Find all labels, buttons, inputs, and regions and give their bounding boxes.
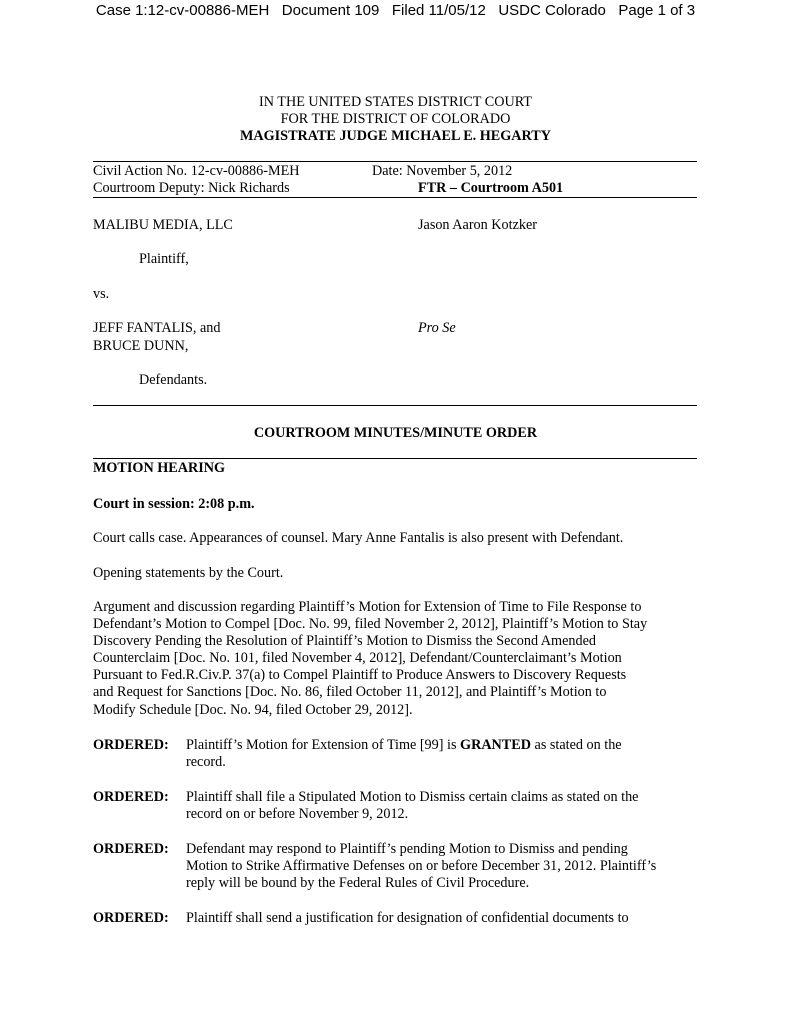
order-text-line: record on or before November 9, 2012. — [186, 806, 409, 822]
argument-line: Pursuant to Fed.R.Civ.P. 37(a) to Compel Plaintiff to Produce Answers to Discovery Requests — [93, 667, 627, 683]
argument-line: Argument and discussion regarding Plaintiff’s Motion for Extension of Time to File Response to — [93, 599, 642, 615]
defendant-counsel: Pro Se — [418, 320, 456, 336]
order-label: ORDERED: — [93, 841, 169, 857]
paragraph-opening: Opening statements by the Court. — [93, 565, 284, 581]
courtroom-deputy: Courtroom Deputy: Nick Richards — [93, 180, 290, 196]
order-text — [186, 737, 700, 771]
paragraph-appearances: Court calls case. Appearances of counsel. Mary Anne Fantalis is also present with Defendant. — [93, 530, 624, 546]
order-text-part: Plaintiff’s Motion for Extension of Time [99] is — [186, 737, 461, 753]
order-label: ORDERED: — [93, 737, 169, 753]
divider-case-info — [93, 197, 697, 198]
divider-parties — [93, 405, 697, 406]
hearing-type: MOTION HEARING — [93, 460, 226, 476]
court-header-line-2: FOR THE DISTRICT OF COLORADO — [280, 111, 511, 127]
versus: vs. — [93, 286, 110, 302]
plaintiff-name: MALIBU MEDIA, LLC — [93, 217, 233, 233]
defendant-name-2: BRUCE DUNN, — [93, 338, 189, 354]
judge-name: MAGISTRATE JUDGE MICHAEL E. HEGARTY — [239, 128, 551, 144]
order-label: ORDERED: — [93, 789, 169, 805]
divider-top — [93, 161, 697, 162]
session-time: Court in session: 2:08 p.m. — [93, 496, 255, 512]
court-header — [0, 94, 791, 145]
court-header-line-1: IN THE UNITED STATES DISTRICT COURT — [259, 94, 532, 110]
argument-line: Counterclaim [Doc. No. 101, filed November 4, 2012], Defendant/Counterclaimant’s Motion — [93, 650, 622, 666]
order-text-line: Defendant may respond to Plaintiff’s pending Motion to Dismiss and pending — [186, 841, 628, 857]
plaintiff-counsel: Jason Aaron Kotzker — [418, 217, 537, 233]
order-text-line: Plaintiff shall file a Stipulated Motion to Dismiss certain claims as stated on the — [186, 789, 639, 805]
argument-line: Defendant’s Motion to Compel [Doc. No. 99, filed November 2, 2012], Plaintiff’s Motion to Stay — [93, 616, 648, 632]
order-text — [186, 910, 700, 927]
argument-line: and Request for Sanctions [Doc. No. 86, filed October 11, 2012], and Plaintiff’s Motion to — [93, 684, 607, 700]
minutes-title: COURTROOM MINUTES/MINUTE ORDER — [253, 425, 538, 441]
ftr-courtroom: FTR – Courtroom A501 — [418, 180, 564, 196]
divider-title — [93, 458, 697, 459]
order-text — [186, 789, 700, 823]
argument-line: Discovery Pending the Resolution of Plaintiff’s Motion to Dismiss the Second Amended — [93, 633, 596, 649]
filing-stamp: Case 1:12-cv-00886-MEH Document 109 Filed 11/05/12 USDC Colorado Page 1 of 3 — [95, 2, 696, 19]
order-text-line: Motion to Strike Affirmative Defenses on or before December 31, 2012. Plaintiff’s — [186, 858, 657, 874]
defendant-label: Defendants. — [139, 372, 208, 388]
argument-line: Modify Schedule [Doc. No. 94, filed October 29, 2012]. — [93, 702, 413, 718]
order-label: ORDERED: — [93, 910, 169, 926]
defendant-name-1: JEFF FANTALIS, and — [93, 320, 221, 336]
granted-status: GRANTED — [460, 737, 531, 753]
order-text-part: as stated on the — [530, 737, 622, 753]
plaintiff-label: Plaintiff, — [139, 251, 189, 267]
order-text — [186, 841, 700, 892]
order-text-line: reply will be bound by the Federal Rules of Civil Procedure. — [186, 875, 530, 891]
order-text-line: Plaintiff shall send a justification for designation of confidential documents to — [186, 910, 629, 926]
civil-action-number: Civil Action No. 12-cv-00886-MEH — [93, 163, 300, 179]
order-text-line: record. — [186, 754, 226, 770]
hearing-date: Date: November 5, 2012 — [372, 163, 513, 179]
